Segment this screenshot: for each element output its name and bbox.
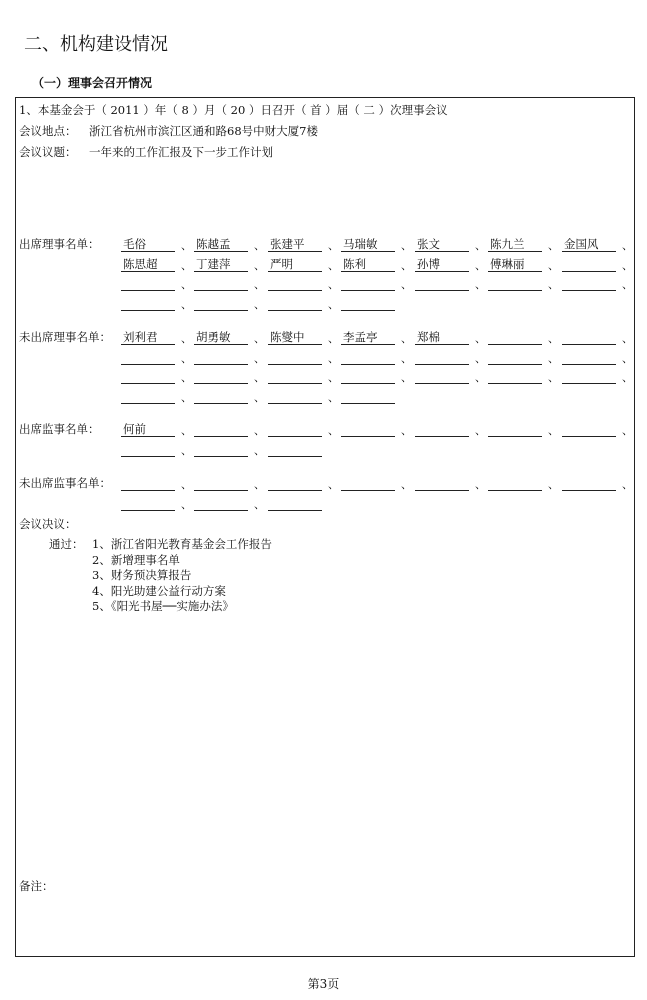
separator-mark: 、 [401, 278, 412, 291]
name-blank: 傅琳丽 [488, 257, 542, 272]
separator-mark: 、 [622, 478, 633, 491]
name-blank [341, 369, 395, 384]
name-blank [488, 276, 542, 291]
separator-mark: 、 [254, 332, 265, 345]
resolution-item: 1、浙江省阳光教育基金会工作报告 [92, 537, 272, 551]
name-blank: 胡勇敏 [194, 330, 248, 345]
separator-mark: 、 [622, 239, 633, 252]
separator-mark: 、 [254, 258, 265, 272]
name-blank [415, 276, 469, 291]
name-blank [562, 330, 616, 345]
separator-mark: 、 [328, 371, 339, 384]
separator-mark: 、 [328, 390, 339, 404]
name-blank: 陈利 [341, 257, 395, 272]
resolution-item: 3、财务预决算报告 [92, 568, 192, 582]
separator-mark: 、 [254, 497, 265, 511]
separator-mark: 、 [328, 278, 339, 291]
separator-mark: 、 [401, 258, 412, 272]
separator-mark: 、 [254, 351, 265, 365]
name-blank [341, 296, 395, 311]
topic-label: 会议议题： [19, 145, 77, 159]
separator-mark: 、 [475, 351, 486, 365]
name-blank [121, 476, 175, 491]
separator-mark: 、 [181, 297, 192, 311]
meeting-form [15, 97, 635, 957]
name-blank [415, 350, 469, 365]
separator-mark: 、 [328, 478, 339, 491]
name-blank [121, 276, 175, 291]
resolution-item: 4、阳光助建公益行动方案 [92, 583, 226, 598]
resolutions-prefix: 通过： [49, 537, 84, 551]
name-blank [488, 350, 542, 365]
separator-mark: 、 [401, 478, 412, 491]
name-blank [194, 476, 248, 491]
separator-mark: 、 [548, 258, 559, 272]
meeting-date-line: 1、本基金会于（ 2011 ）年（ 8 ）月（ 20 ）日召开（ 首 ）届（ 二 ）次理事会议 [19, 103, 448, 117]
separator-mark: 、 [475, 478, 486, 491]
name-blank: 郑棉 [415, 330, 469, 345]
separator-mark: 、 [401, 424, 412, 437]
name-blank: 金国风 [562, 237, 616, 252]
separator-mark: 、 [622, 278, 633, 291]
separator-mark: 、 [181, 278, 192, 291]
name-blank [194, 496, 248, 511]
name-blank [194, 389, 248, 404]
name-blank [194, 276, 248, 291]
separator-mark: 、 [548, 371, 559, 384]
name-blank [121, 442, 175, 457]
resolutions-label: 会议决议： [19, 517, 77, 531]
separator-mark: 、 [328, 351, 339, 365]
separator-mark: 、 [254, 478, 265, 491]
separator-mark: 、 [181, 332, 192, 345]
name-blank [562, 257, 616, 272]
name-blank [268, 389, 322, 404]
separator-mark: 、 [181, 443, 192, 457]
separator-mark: 、 [622, 371, 633, 384]
separator-mark: 、 [548, 351, 559, 365]
name-blank [268, 369, 322, 384]
separator-mark: 、 [622, 258, 633, 272]
separator-mark: 、 [548, 478, 559, 491]
resolution-item: 5、《阳光书屋──实施办法》 [92, 599, 234, 613]
separator-mark: 、 [548, 332, 559, 345]
separator-mark: 、 [401, 239, 412, 252]
separator-mark: 、 [254, 443, 265, 457]
name-blank [194, 369, 248, 384]
name-blank [562, 476, 616, 491]
name-blank [341, 389, 395, 404]
name-blank: 张文 [415, 237, 469, 252]
name-blank [341, 276, 395, 291]
name-blank [268, 496, 322, 511]
resolution-item: 2、新增理事名单 [92, 552, 180, 567]
separator-mark: 、 [254, 371, 265, 384]
attending-supervisors-label: 出席监事名单： [19, 422, 100, 436]
name-blank [268, 476, 322, 491]
separator-mark: 、 [181, 497, 192, 511]
separator-mark: 、 [328, 297, 339, 311]
name-blank [194, 422, 248, 437]
name-blank [562, 276, 616, 291]
separator-mark: 、 [401, 371, 412, 384]
name-blank [341, 476, 395, 491]
name-blank [268, 442, 322, 457]
name-blank [268, 296, 322, 311]
name-blank: 严明 [268, 257, 322, 272]
name-blank [268, 350, 322, 365]
name-blank: 张建平 [268, 237, 322, 252]
name-blank [488, 369, 542, 384]
separator-mark: 、 [328, 332, 339, 345]
absent-directors-label: 未出席理事名单： [19, 330, 111, 344]
separator-mark: 、 [254, 239, 265, 252]
separator-mark: 、 [181, 351, 192, 365]
name-blank: 陈越孟 [194, 237, 248, 252]
name-blank: 刘利君 [121, 330, 175, 345]
separator-mark: 、 [328, 239, 339, 252]
separator-mark: 、 [548, 278, 559, 291]
separator-mark: 、 [181, 258, 192, 272]
absent-supervisors-label: 未出席监事名单： [19, 476, 111, 490]
separator-mark: 、 [548, 239, 559, 252]
name-blank [268, 422, 322, 437]
name-blank [194, 296, 248, 311]
name-blank [194, 442, 248, 457]
name-blank [488, 330, 542, 345]
name-blank [562, 369, 616, 384]
name-blank: 李孟亭 [341, 330, 395, 345]
topic-value: 一年来的工作汇报及下一步工作计划 [89, 145, 273, 159]
name-blank [562, 422, 616, 437]
separator-mark: 、 [622, 332, 633, 345]
location-label: 会议地点： [19, 124, 77, 138]
name-blank [415, 422, 469, 437]
name-blank [121, 389, 175, 404]
name-blank [341, 350, 395, 365]
separator-mark: 、 [475, 424, 486, 437]
name-blank [194, 350, 248, 365]
name-blank: 何前 [121, 422, 175, 437]
separator-mark: 、 [622, 424, 633, 437]
name-blank [121, 296, 175, 311]
section-title: 二、机构建设情况 [24, 34, 168, 55]
separator-mark: 、 [475, 332, 486, 345]
name-blank: 孙博 [415, 257, 469, 272]
name-blank [121, 496, 175, 511]
separator-mark: 、 [475, 239, 486, 252]
separator-mark: 、 [475, 278, 486, 291]
name-blank [415, 369, 469, 384]
separator-mark: 、 [181, 424, 192, 437]
separator-mark: 、 [475, 371, 486, 384]
remarks-label: 备注： [19, 879, 54, 893]
separator-mark: 、 [181, 371, 192, 384]
separator-mark: 、 [181, 390, 192, 404]
separator-mark: 、 [254, 278, 265, 291]
name-blank [121, 369, 175, 384]
name-blank [268, 276, 322, 291]
name-blank [121, 350, 175, 365]
subsection-title: （一）理事会召开情况 [32, 76, 153, 90]
name-blank: 丁建萍 [194, 257, 248, 272]
separator-mark: 、 [328, 258, 339, 272]
separator-mark: 、 [181, 239, 192, 252]
separator-mark: 、 [254, 297, 265, 311]
name-blank [415, 476, 469, 491]
separator-mark: 、 [475, 258, 486, 272]
page-number: 第3页 [307, 977, 340, 991]
name-blank [562, 350, 616, 365]
name-blank: 陈九兰 [488, 237, 542, 252]
separator-mark: 、 [254, 424, 265, 437]
separator-mark: 、 [401, 351, 412, 365]
separator-mark: 、 [254, 390, 265, 404]
name-blank: 马瑞敏 [341, 237, 395, 252]
separator-mark: 、 [548, 424, 559, 437]
separator-mark: 、 [328, 424, 339, 437]
name-blank: 陈思超 [121, 257, 175, 272]
location-value: 浙江省杭州市滨江区通和路68号中财大厦7楼 [89, 124, 318, 138]
name-blank [488, 476, 542, 491]
attending-directors-label: 出席理事名单： [19, 237, 100, 251]
name-blank [488, 422, 542, 437]
name-blank: 毛俗 [121, 237, 175, 252]
separator-mark: 、 [181, 478, 192, 491]
name-blank [341, 422, 395, 437]
name-blank: 陈燮中 [268, 330, 322, 345]
separator-mark: 、 [401, 332, 412, 345]
separator-mark: 、 [622, 351, 633, 365]
